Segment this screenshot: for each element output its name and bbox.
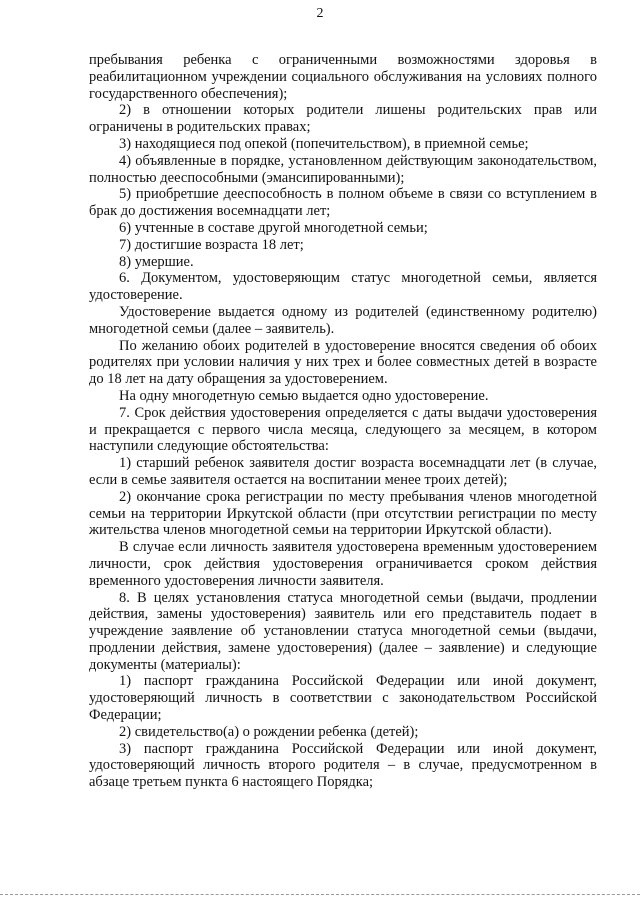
list-item-2: 2) окончание срока регистрации по месту пребывания членов многодетной семьи на территории Иркутской области (при отсутствии регистрации по месту жительства членов многодетной семьи на территории Иркутской области).: [89, 488, 597, 539]
list-item-1: 1) паспорт гражданина Российской Федерации или иной документ, удостоверяющий личность в соответствии с законодательством Российской Федерации;: [89, 673, 597, 724]
paragraph: По желанию обоих родителей в удостоверение вносятся сведения об обоих родителях при условии наличия у них трех и более совместных детей в возрасте до 18 лет на дату обращения за удостоверением.: [89, 337, 597, 388]
paragraph: Удостоверение выдается одному из родителей (единственному родителю) многодетной семьи (далее – заявитель).: [89, 303, 597, 337]
list-item-4: 4) объявленные в порядке, установленном действующим законодательством, полностью дееспособными (эмансипированными);: [89, 152, 597, 186]
paragraph: На одну многодетную семью выдается одно удостоверение.: [119, 387, 489, 404]
list-item-5: 5) приобретшие дееспособность в полном объеме в связи со вступлением в брак до достижения восемнадцати лет;: [89, 186, 597, 220]
clause-7: 7. Срок действия удостоверения определяется с даты выдачи удостоверения и прекращается с первого числа месяца, следующего за месяцем, в котором наступили следующие обстоятельства:: [89, 404, 597, 455]
list-item-7: 7) достигшие возраста 18 лет;: [119, 236, 304, 253]
list-item-3: 3) паспорт гражданина Российской Федерации или иной документ, удостоверяющий личность второго родителя – в случае, предусмотренном в абзаце третьем пункта 6 настоящего Порядка;: [89, 740, 597, 791]
list-item-2: 2) в отношении которых родители лишены родительских прав или ограничены в родительских правах;: [89, 102, 597, 136]
paragraph-continuation: пребывания ребенка с ограниченными возможностями здоровья в реабилитационном учреждении социального обслуживания на условиях полного государственного обеспечения);: [89, 52, 597, 102]
list-item-6: 6) учтенные в составе другой многодетной семьи;: [119, 219, 428, 236]
document-body: [89, 52, 597, 791]
list-item-3: 3) находящиеся под опекой (попечительством), в приемной семье;: [119, 135, 529, 152]
list-item-2: 2) свидетельство(а) о рождении ребенка (детей);: [119, 723, 419, 740]
scan-edge-divider: [0, 894, 640, 895]
paragraph: В случае если личность заявителя удостоверена временным удостоверением личности, срок действия удостоверения ограничивается сроком действия временного удостоверения личности заявителя.: [89, 539, 597, 589]
list-item-1: 1) старший ребенок заявителя достиг возраста восемнадцати лет (в случае, если в семье заявителя остается на воспитании менее троих детей);: [89, 455, 597, 488]
list-item-8: 8) умершие.: [119, 253, 194, 270]
page-number: 2: [316, 6, 324, 21]
clause-6: 6. Документом, удостоверяющим статус многодетной семьи, является удостоверение.: [89, 270, 597, 304]
clause-8: 8. В целях установления статуса многодетной семьи (выдачи, продлении действия, замены удостоверения) заявитель или его представитель подает в учреждение заявление об установлении статуса многодетной семьи (выдачи, продлении действия, замене удостоверения) (далее – заявление) и следующие документы (материалы):: [89, 589, 597, 673]
